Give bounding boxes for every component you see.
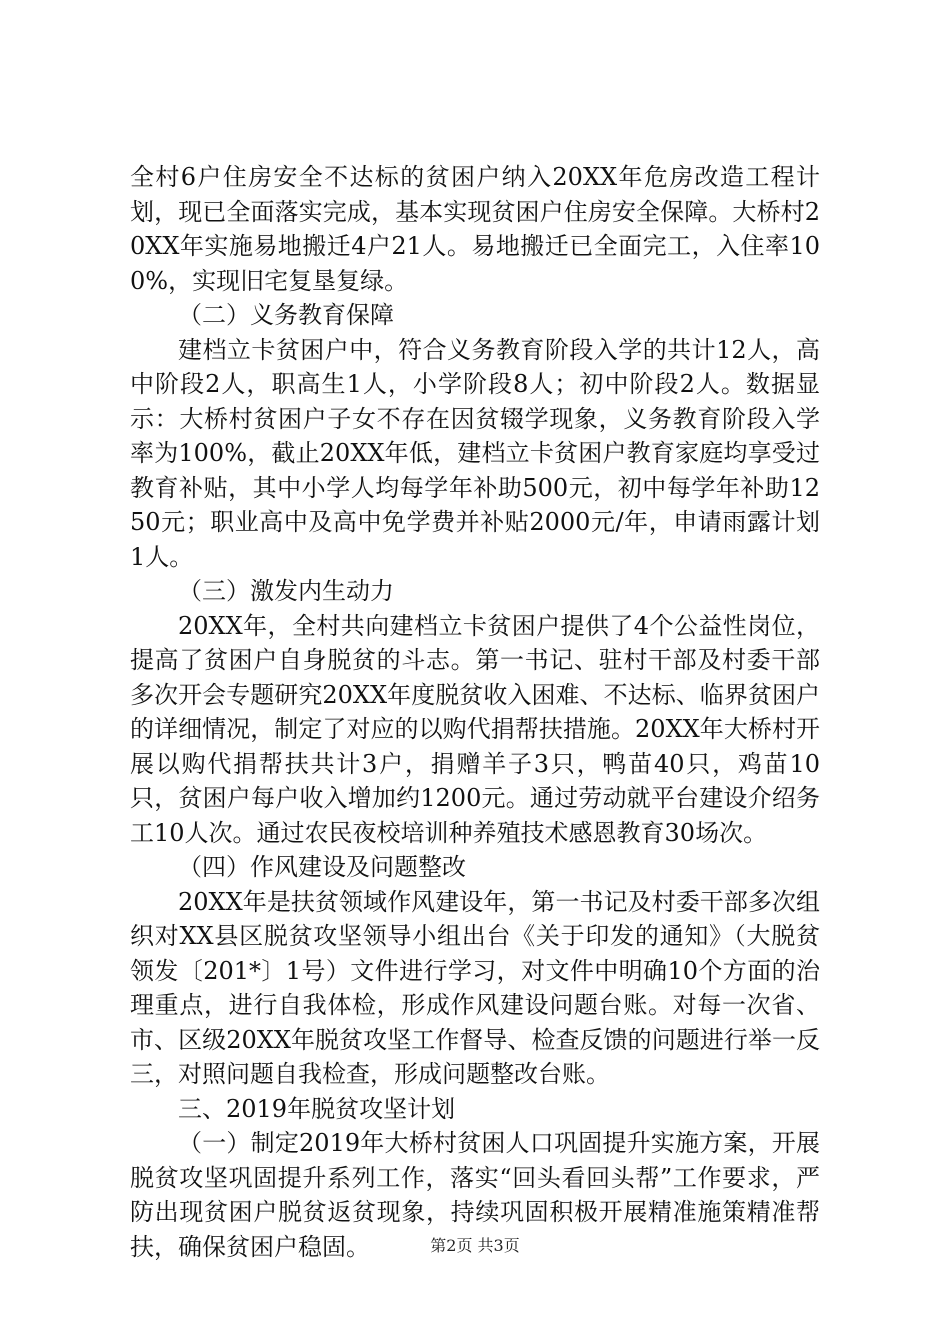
paragraph-motivation-details: 20XX年，全村共向建档立卡贫困户提供了4个公益性岗位，提高了贫困户自身脱贫的斗志。第一书记、驻村干部及村委干部多次开会专题研究20XX年度脱贫收入困难、不达标、临界贫困户的详细情况，制定了对应的以购代捐帮扶措施。20XX年大桥村开展以购代捐帮扶共计3户，捐赠羊子3只，鸭苗40只，鸡苗10只，贫困户每户收入增加约1200元。通过劳动就平台建设介绍务工10人次。通过农民夜校培训种养殖技术感恩教育30场次。 [130, 611, 820, 847]
section-heading-motivation: （三）激发内生动力 [178, 577, 394, 605]
section-heading-compulsory-education: （二）义务教育保障 [178, 301, 394, 329]
paragraph-education-details: 建档立卡贫困户中，符合义务教育阶段入学的共计12人，高中阶段2人，职高生1人，小学阶段8人；初中阶段2人。数据显示：大桥村贫困户子女不存在因贫辍学现象，义务教育阶段入学率为100%，截止20XX年低，建档立卡贫困户教育家庭均享受过教育补贴，其中小学人均每学年补助500元，初中每学年补助1250元；职业高中及高中免学费并补贴2000元/年，申请雨露计划1人。 [130, 335, 820, 571]
page-footer: 第2页 共3页 [430, 1236, 520, 1255]
document-body [130, 160, 820, 1264]
paragraph-2019-plan-item-1: （一）制定2019年大桥村贫困人口巩固提升实施方案，开展脱贫攻坚巩固提升系列工作，落实“回头看回头帮”工作要求，严防出现贫困户脱贫返贫现象，持续巩固积极开展精准施策精准帮扶，确保贫困户稳固。 [130, 1129, 820, 1261]
section-heading-2019-plan: 三、2019年脱贫攻坚计划 [178, 1094, 456, 1123]
section-heading-work-style: （四）作风建设及问题整改 [178, 853, 466, 881]
paragraph-work-style-details: 20XX年是扶贫领域作风建设年，第一书记及村委干部多次组织对XX县区脱贫攻坚领导小组出台《关于印发的通知》（大脱贫领发〔201*〕1号）文件进行学习，对文件中明确10个方面的治理重点，进行自我体检，形成作风建设问题台账。对每一次省、市、区级20XX年脱贫攻坚工作督导、检查反馈的问题进行举一反三，对照问题自我检查，形成问题整改台账。 [130, 887, 820, 1088]
paragraph-housing-security: 全村6户住房安全不达标的贫困户纳入20XX年危房改造工程计划，现已全面落实完成，基本实现贫困户住房安全保障。大桥村20XX年实施易地搬迁4户21人。易地搬迁已全面完工，入住率100%，实现旧宅复垦复绿。 [130, 163, 820, 295]
